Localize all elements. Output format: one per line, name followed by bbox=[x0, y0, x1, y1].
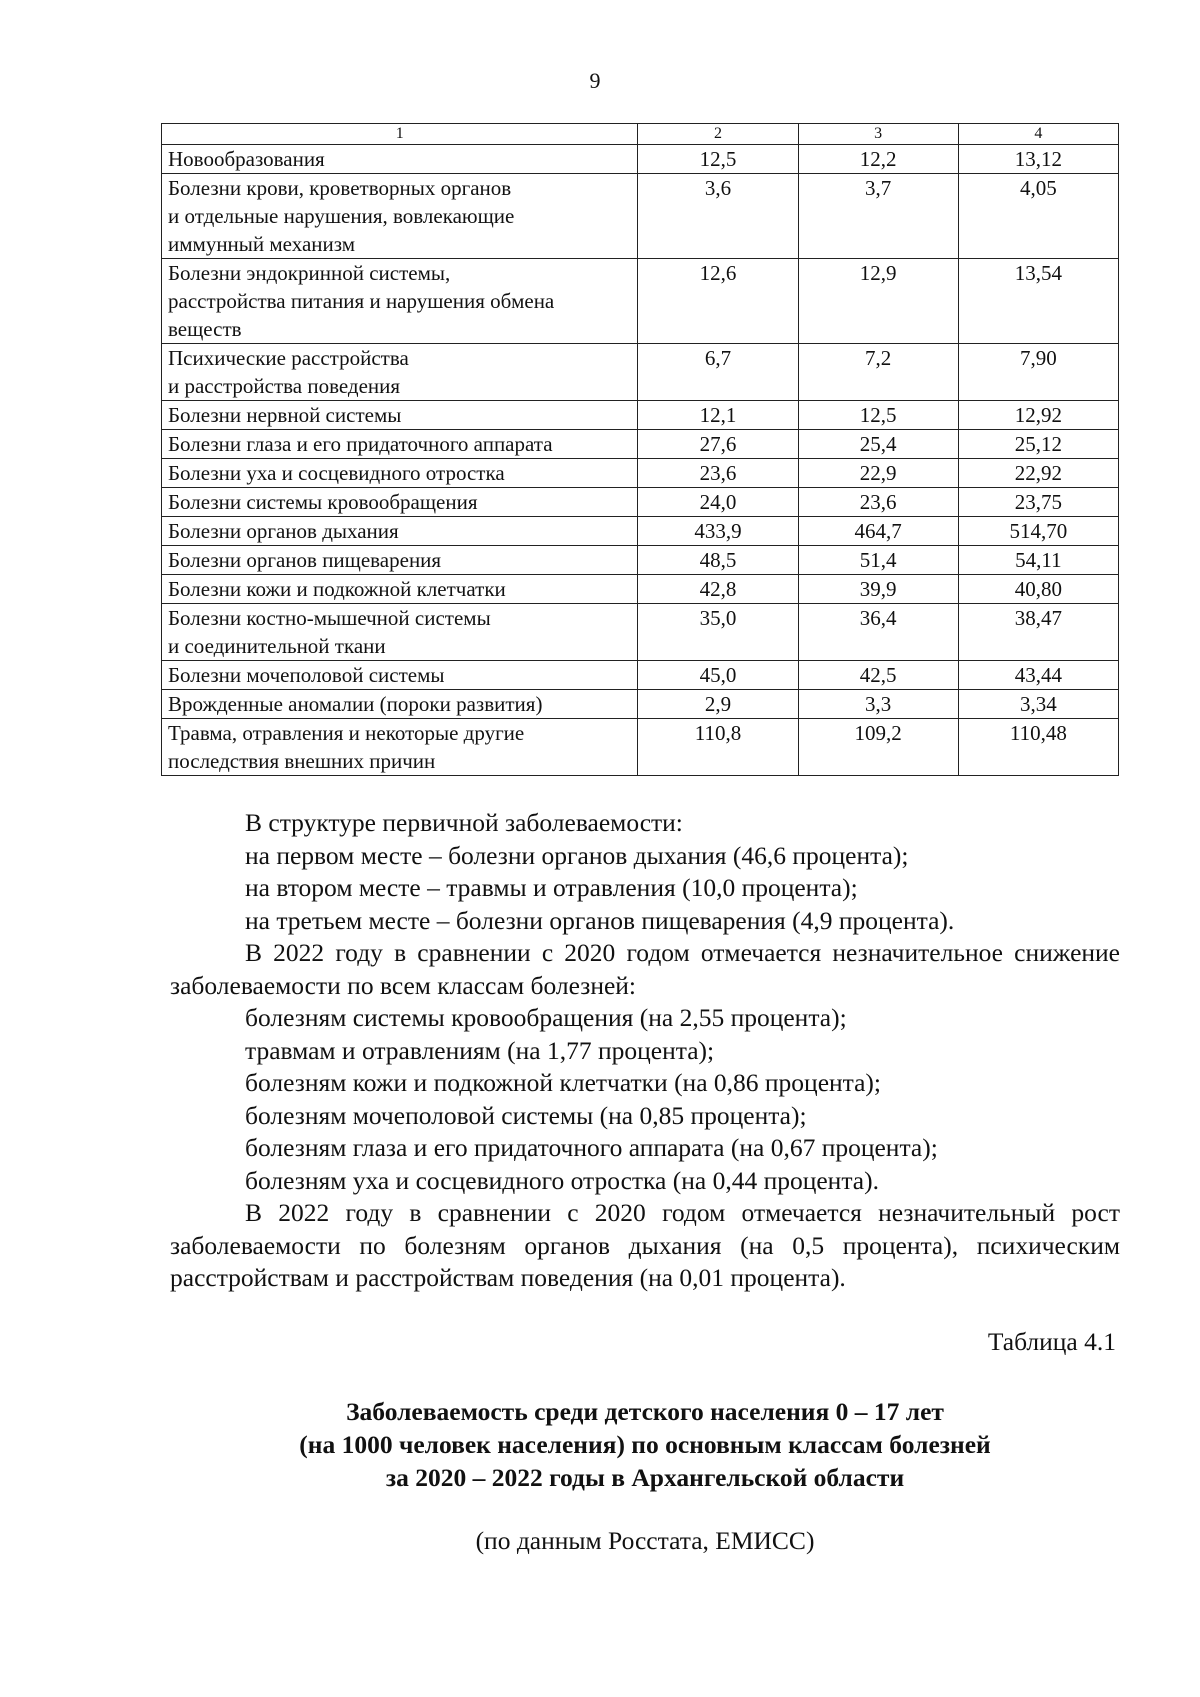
table-label: Таблица 4.1 bbox=[987, 1327, 1116, 1356]
value-cell: 22,92 bbox=[958, 459, 1118, 488]
value-cell: 42,8 bbox=[638, 575, 798, 604]
table-row bbox=[162, 719, 1119, 776]
value-cell: 3,34 bbox=[958, 690, 1118, 719]
table-title-line: за 2020 – 2022 годы в Архангельской области bbox=[385, 1463, 905, 1492]
row-name: Болезни кожи и подкожной клетчатки bbox=[162, 575, 638, 604]
header-cell: 1 bbox=[162, 124, 638, 145]
value-cell: 109,2 bbox=[798, 719, 958, 776]
value-cell: 3,6 bbox=[638, 174, 798, 259]
header-cell: 3 bbox=[798, 124, 958, 145]
table-title-line: (на 1000 человек населения) по основным классам болезней bbox=[299, 1430, 991, 1459]
row-name: Врожденные аномалии (пороки развития) bbox=[162, 690, 638, 719]
row-name: Болезни нервной системы bbox=[162, 401, 638, 430]
row-name: Болезни мочеполовой системы bbox=[162, 661, 638, 690]
row-name: Болезни органов дыхания bbox=[162, 517, 638, 546]
row-name: Болезни уха и сосцевидного отростка bbox=[162, 459, 638, 488]
value-cell: 51,4 bbox=[798, 546, 958, 575]
table-header-row bbox=[162, 124, 1119, 145]
row-name: Психические расстройства и расстройства поведения bbox=[162, 344, 638, 401]
value-cell: 13,54 bbox=[958, 259, 1118, 344]
value-cell: 23,75 bbox=[958, 488, 1118, 517]
value-cell: 433,9 bbox=[638, 517, 798, 546]
header-cell: 2 bbox=[638, 124, 798, 145]
table-row bbox=[162, 517, 1119, 546]
value-cell: 48,5 bbox=[638, 546, 798, 575]
value-cell: 12,5 bbox=[798, 401, 958, 430]
row-name: Болезни костно-мышечной системы и соединительной ткани bbox=[162, 604, 638, 661]
list-item: болезням уха и сосцевидного отростка (на 0,44 процента). bbox=[245, 1165, 879, 1195]
value-cell: 45,0 bbox=[638, 661, 798, 690]
table-row bbox=[162, 690, 1119, 719]
value-cell: 40,80 bbox=[958, 575, 1118, 604]
value-cell: 43,44 bbox=[958, 661, 1118, 690]
value-cell: 27,6 bbox=[638, 430, 798, 459]
table-row bbox=[162, 430, 1119, 459]
list-item: травмам и отравлениям (на 1,77 процента); bbox=[245, 1035, 715, 1065]
value-cell: 42,5 bbox=[798, 661, 958, 690]
value-cell: 3,3 bbox=[798, 690, 958, 719]
value-cell: 12,5 bbox=[638, 145, 798, 174]
value-cell: 25,12 bbox=[958, 430, 1118, 459]
table-title bbox=[0, 1395, 1200, 1494]
row-name: Травма, отравления и некоторые другие последствия внешних причин bbox=[162, 719, 638, 776]
value-cell: 12,2 bbox=[798, 145, 958, 174]
value-cell: 12,1 bbox=[638, 401, 798, 430]
value-cell: 110,48 bbox=[958, 719, 1118, 776]
value-cell: 3,7 bbox=[798, 174, 958, 259]
value-cell: 12,9 bbox=[798, 259, 958, 344]
value-cell: 514,70 bbox=[958, 517, 1118, 546]
value-cell: 12,6 bbox=[638, 259, 798, 344]
value-cell: 23,6 bbox=[638, 459, 798, 488]
table-row bbox=[162, 344, 1119, 401]
list-item: болезням глаза и его придаточного аппарата (на 0,67 процента); bbox=[245, 1133, 938, 1162]
list-item: болезням кожи и подкожной клетчатки (на 0,86 процента); bbox=[245, 1068, 882, 1097]
row-name: Болезни органов пищеварения bbox=[162, 546, 638, 575]
table-row bbox=[162, 259, 1119, 344]
list-item: болезням системы кровообращения (на 2,55 процента); bbox=[245, 1003, 847, 1032]
value-cell: 2,9 bbox=[638, 690, 798, 719]
row-name: Болезни глаза и его придаточного аппарата bbox=[162, 430, 638, 459]
value-cell: 110,8 bbox=[638, 719, 798, 776]
body-text bbox=[170, 807, 1120, 1295]
header-cell: 4 bbox=[958, 124, 1118, 145]
table-row bbox=[162, 546, 1119, 575]
value-cell: 464,7 bbox=[798, 517, 958, 546]
row-name: Новообразования bbox=[162, 145, 638, 174]
table-title-line: Заболеваемость среди детского населения 0 – 17 лет bbox=[346, 1397, 944, 1426]
table-row bbox=[162, 575, 1119, 604]
value-cell: 7,2 bbox=[798, 344, 958, 401]
table-row bbox=[162, 174, 1119, 259]
value-cell: 23,6 bbox=[798, 488, 958, 517]
table-row bbox=[162, 459, 1119, 488]
list-item: на третьем месте – болезни органов пищеварения (4,9 процента). bbox=[245, 905, 955, 935]
list-item: на первом месте – болезни органов дыхания (46,6 процента); bbox=[245, 840, 909, 870]
table-source: (по данным Росстата, ЕМИСС) bbox=[475, 1526, 815, 1555]
value-cell: 54,11 bbox=[958, 546, 1118, 575]
table-row bbox=[162, 604, 1119, 661]
row-name: Болезни эндокринной системы, расстройства питания и нарушения обмена веществ bbox=[162, 259, 638, 344]
paragraph-increase: В 2022 году в сравнении с 2020 годом отмечается незначительный рост заболеваемости по болезням органов дыхания (на 0,5 процента), психическим расстройствам и расстройствам поведения (на 0,01 процента). bbox=[170, 1198, 1120, 1292]
value-cell: 35,0 bbox=[638, 604, 798, 661]
value-cell: 6,7 bbox=[638, 344, 798, 401]
paragraph-structure: В структуре первичной заболеваемости: bbox=[245, 808, 683, 837]
value-cell: 7,90 bbox=[958, 344, 1118, 401]
table-row bbox=[162, 401, 1119, 430]
value-cell: 24,0 bbox=[638, 488, 798, 517]
table-row bbox=[162, 145, 1119, 174]
table-row bbox=[162, 661, 1119, 690]
value-cell: 39,9 bbox=[798, 575, 958, 604]
value-cell: 4,05 bbox=[958, 174, 1118, 259]
paragraph-decrease: В 2022 году в сравнении с 2020 годом отмечается незначительное снижение заболеваемости по всем классам болезней: bbox=[170, 938, 1120, 1000]
list-item: болезням мочеполовой системы (на 0,85 процента); bbox=[245, 1100, 807, 1130]
value-cell: 36,4 bbox=[798, 604, 958, 661]
morbidity-table bbox=[161, 123, 1119, 776]
row-name: Болезни крови, кроветворных органов и отдельные нарушения, вовлекающие иммунный механизм bbox=[162, 174, 638, 259]
value-cell: 25,4 bbox=[798, 430, 958, 459]
value-cell: 12,92 bbox=[958, 401, 1118, 430]
value-cell: 38,47 bbox=[958, 604, 1118, 661]
table-row bbox=[162, 488, 1119, 517]
row-name: Болезни системы кровообращения bbox=[162, 488, 638, 517]
value-cell: 13,12 bbox=[958, 145, 1118, 174]
value-cell: 22,9 bbox=[798, 459, 958, 488]
list-item: на втором месте – травмы и отравления (10,0 процента); bbox=[245, 873, 858, 902]
page-number: 9 bbox=[589, 68, 601, 93]
